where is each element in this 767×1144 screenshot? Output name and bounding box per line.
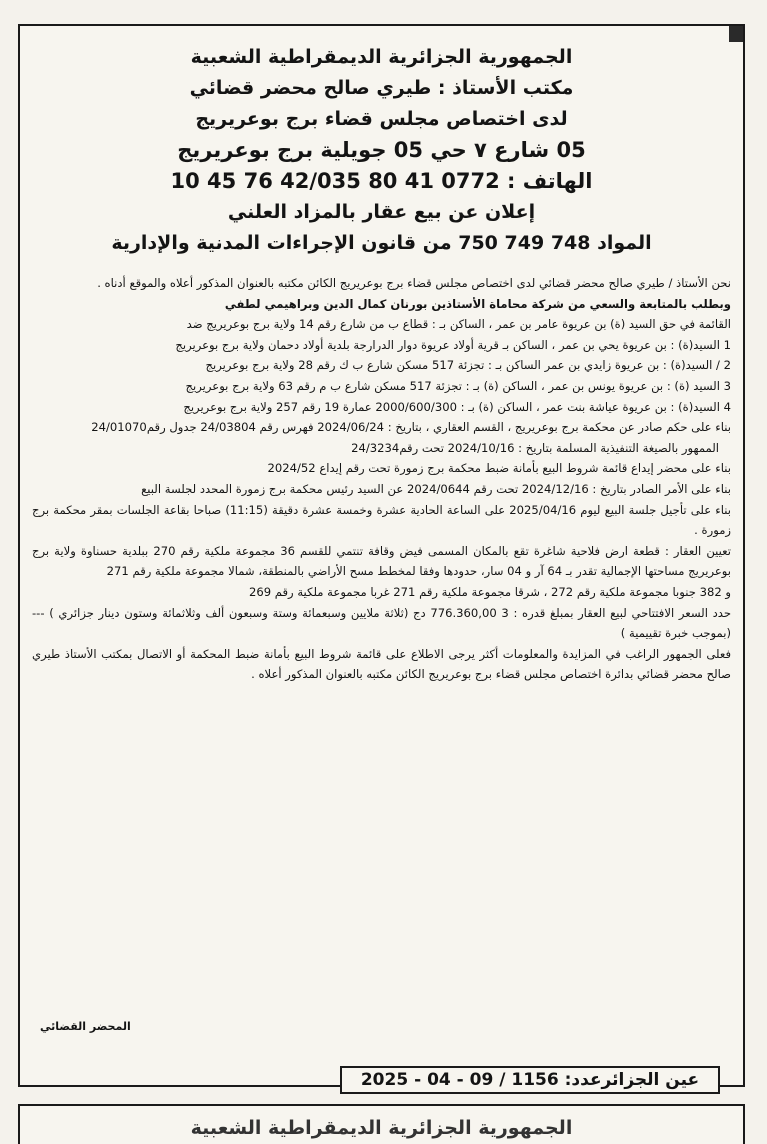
publication-number: عين الجزائرعدد: 1156 / 09 - 04 - 2025 (340, 1066, 720, 1094)
header-country: الجمهورية الجزائرية الديمقراطية الشعبية (190, 46, 573, 68)
corner-mark (729, 26, 743, 42)
body-paragraph: بناء على الأمر الصادر بتاريخ : 2024/12/16 تحت رقم 2024/0644 عن السيد رئيس محكمة برج زمورة المحدد لجلسة البيع (141, 481, 731, 496)
defendant-3: 3 السيد (ة) : بن عريوة يونس بن عمر ، الساكن (ة) بـ : تجزئة 517 مسكن شارع ب م رقم 63 ولاية برج بوعريريج (185, 378, 731, 393)
body-paragraph: بناء على تأجيل جلسة البيع ليوم 2025/04/16 على الساعة الحادية عشرة وخمسة عشرة دقيقة (11:15) صباحا بقاعة الجلسات بمقر محكمة برج زمورة . (32, 502, 731, 538)
header-title: إعلان عن بيع عقار بالمزاد العلني (227, 201, 536, 223)
body-paragraph: بناء على محضر إيداع قائمة شروط البيع بأمانة ضبط محكمة برج زمورة تحت رقم إيداع 2024/52 (267, 461, 731, 476)
property-description: تعيين العقار : قطعة ارض فلاحية شاغرة تقع بالمكان المسمى فيض وقافة تنتمي للقسم 36 مجموعة ملكية رقم 270 ببلدية حسناوة ولاية برج بوعريريج مساحتها الإجمالية تقدر بـ 64 آر و 04 سار، حدودها وفقا لمخطط مسح الأراضي بالمنطقة، شمالا مجموعة ملكية رقم 271 (32, 543, 731, 579)
defendant-2: 2 / السيد(ة) : بن عريوة زايدي بن عمر الساكن بـ : تجزئة 517 مسكن شارع ب ك رقم 28 ولاية برج بوعريريج (205, 358, 731, 373)
body-paragraph: الممهور بالصيغة التنفيذية المسلمة بتاريخ : 2024/10/16 تحت رقم24/3234 (351, 440, 719, 455)
notice-body (20, 259, 743, 685)
property-boundaries: و 382 جنوبا مجموعة ملكية رقم 272 ، شرقا مجموعة ملكية رقم 271 غربا مجموعة ملكية رقم 269 (248, 584, 731, 599)
body-paragraph: بناء على حكم صادر عن محكمة برج بوعريريج ، القسم العقاري ، بتاريخ : 2024/06/24 فهرس رقم 24/03804 جدول رقم24/01070 (91, 420, 731, 435)
body-paragraph: وبطلب بالمتابعة والسعي من شركة محاماة الأستاذين بورنان كمال الدين وبراهيمي لطفي (224, 296, 731, 311)
notice-header (20, 26, 743, 259)
body-paragraph: نحن الأستاذ / طيري صالح محضر قضائي لدى اختصاص مجلس قضاء برج بوعريريج الكائن مكتبه بالعنوان المذكور أعلاه والموقع أدناه . (97, 276, 731, 290)
defendant-4: 4 السيد(ة) : بن عريوة عياشة بنت عمر ، الساكن (ة) بـ : 2000/600/300 عمارة 19 رقم 257 ولاية برج بوعريريج (183, 399, 731, 414)
header-articles: المواد 748 749 750 من قانون الإجراءات المدنية والإدارية (111, 232, 652, 254)
next-notice-header: الجمهورية الجزائرية الديمقراطية الشعبية (190, 1117, 573, 1139)
header-office: مكتب الأستاذ : طيري صالح محضر قضائي (189, 77, 574, 99)
header-phone: الهاتف : 0772 41 80 42/035 76 45 10 (170, 169, 593, 193)
auction-notice (18, 24, 745, 1087)
header-jurisdiction: لدى اختصاص مجلس قضاء برج بوعريريج (195, 108, 568, 130)
defendant-1: 1 السيد(ة) : بن عريوة يحي بن عمر ، الساكن بـ قرية أولاد عريوة دوار الدرارجة بلدية أولاد دحمان ولاية برج بوعريريج (175, 337, 731, 352)
header-address: 05 شارع ٧ حي 05 جويلية برج بوعريريج (177, 138, 586, 162)
body-paragraph: القائمة في حق السيد (ة) بن عريوة عامر بن عمر ، الساكن بـ : قطاع ب من شارع رقم 14 ولاية برج بوعريريج ضد (186, 317, 731, 332)
opening-price: حدد السعر الافتتاحي لبيع العقار بمبلغ قدره : 3 776.360,00 دج (ثلاثة ملايين وسبعمائة وستة وسبعون ألف وثلاثمائة وستون دينار جزائري ) --- (بموجب خبرة تقييمية ) (32, 605, 732, 641)
signature-label: المحضر القضائي (40, 1020, 131, 1033)
next-notice (18, 1104, 745, 1144)
body-paragraph: فعلى الجمهور الراغب في المزايدة والمعلومات أكثر يرجى الاطلاع على قائمة شروط البيع بأمانة ضبط المحكمة أو الاتصال بمكتب الأستاذ طيري صالح محضر قضائي بدائرة اختصاص مجلس قضاء برج بوعريريج الكائن مكتبه بالعنوان المذكور أعلاه . (32, 646, 731, 682)
